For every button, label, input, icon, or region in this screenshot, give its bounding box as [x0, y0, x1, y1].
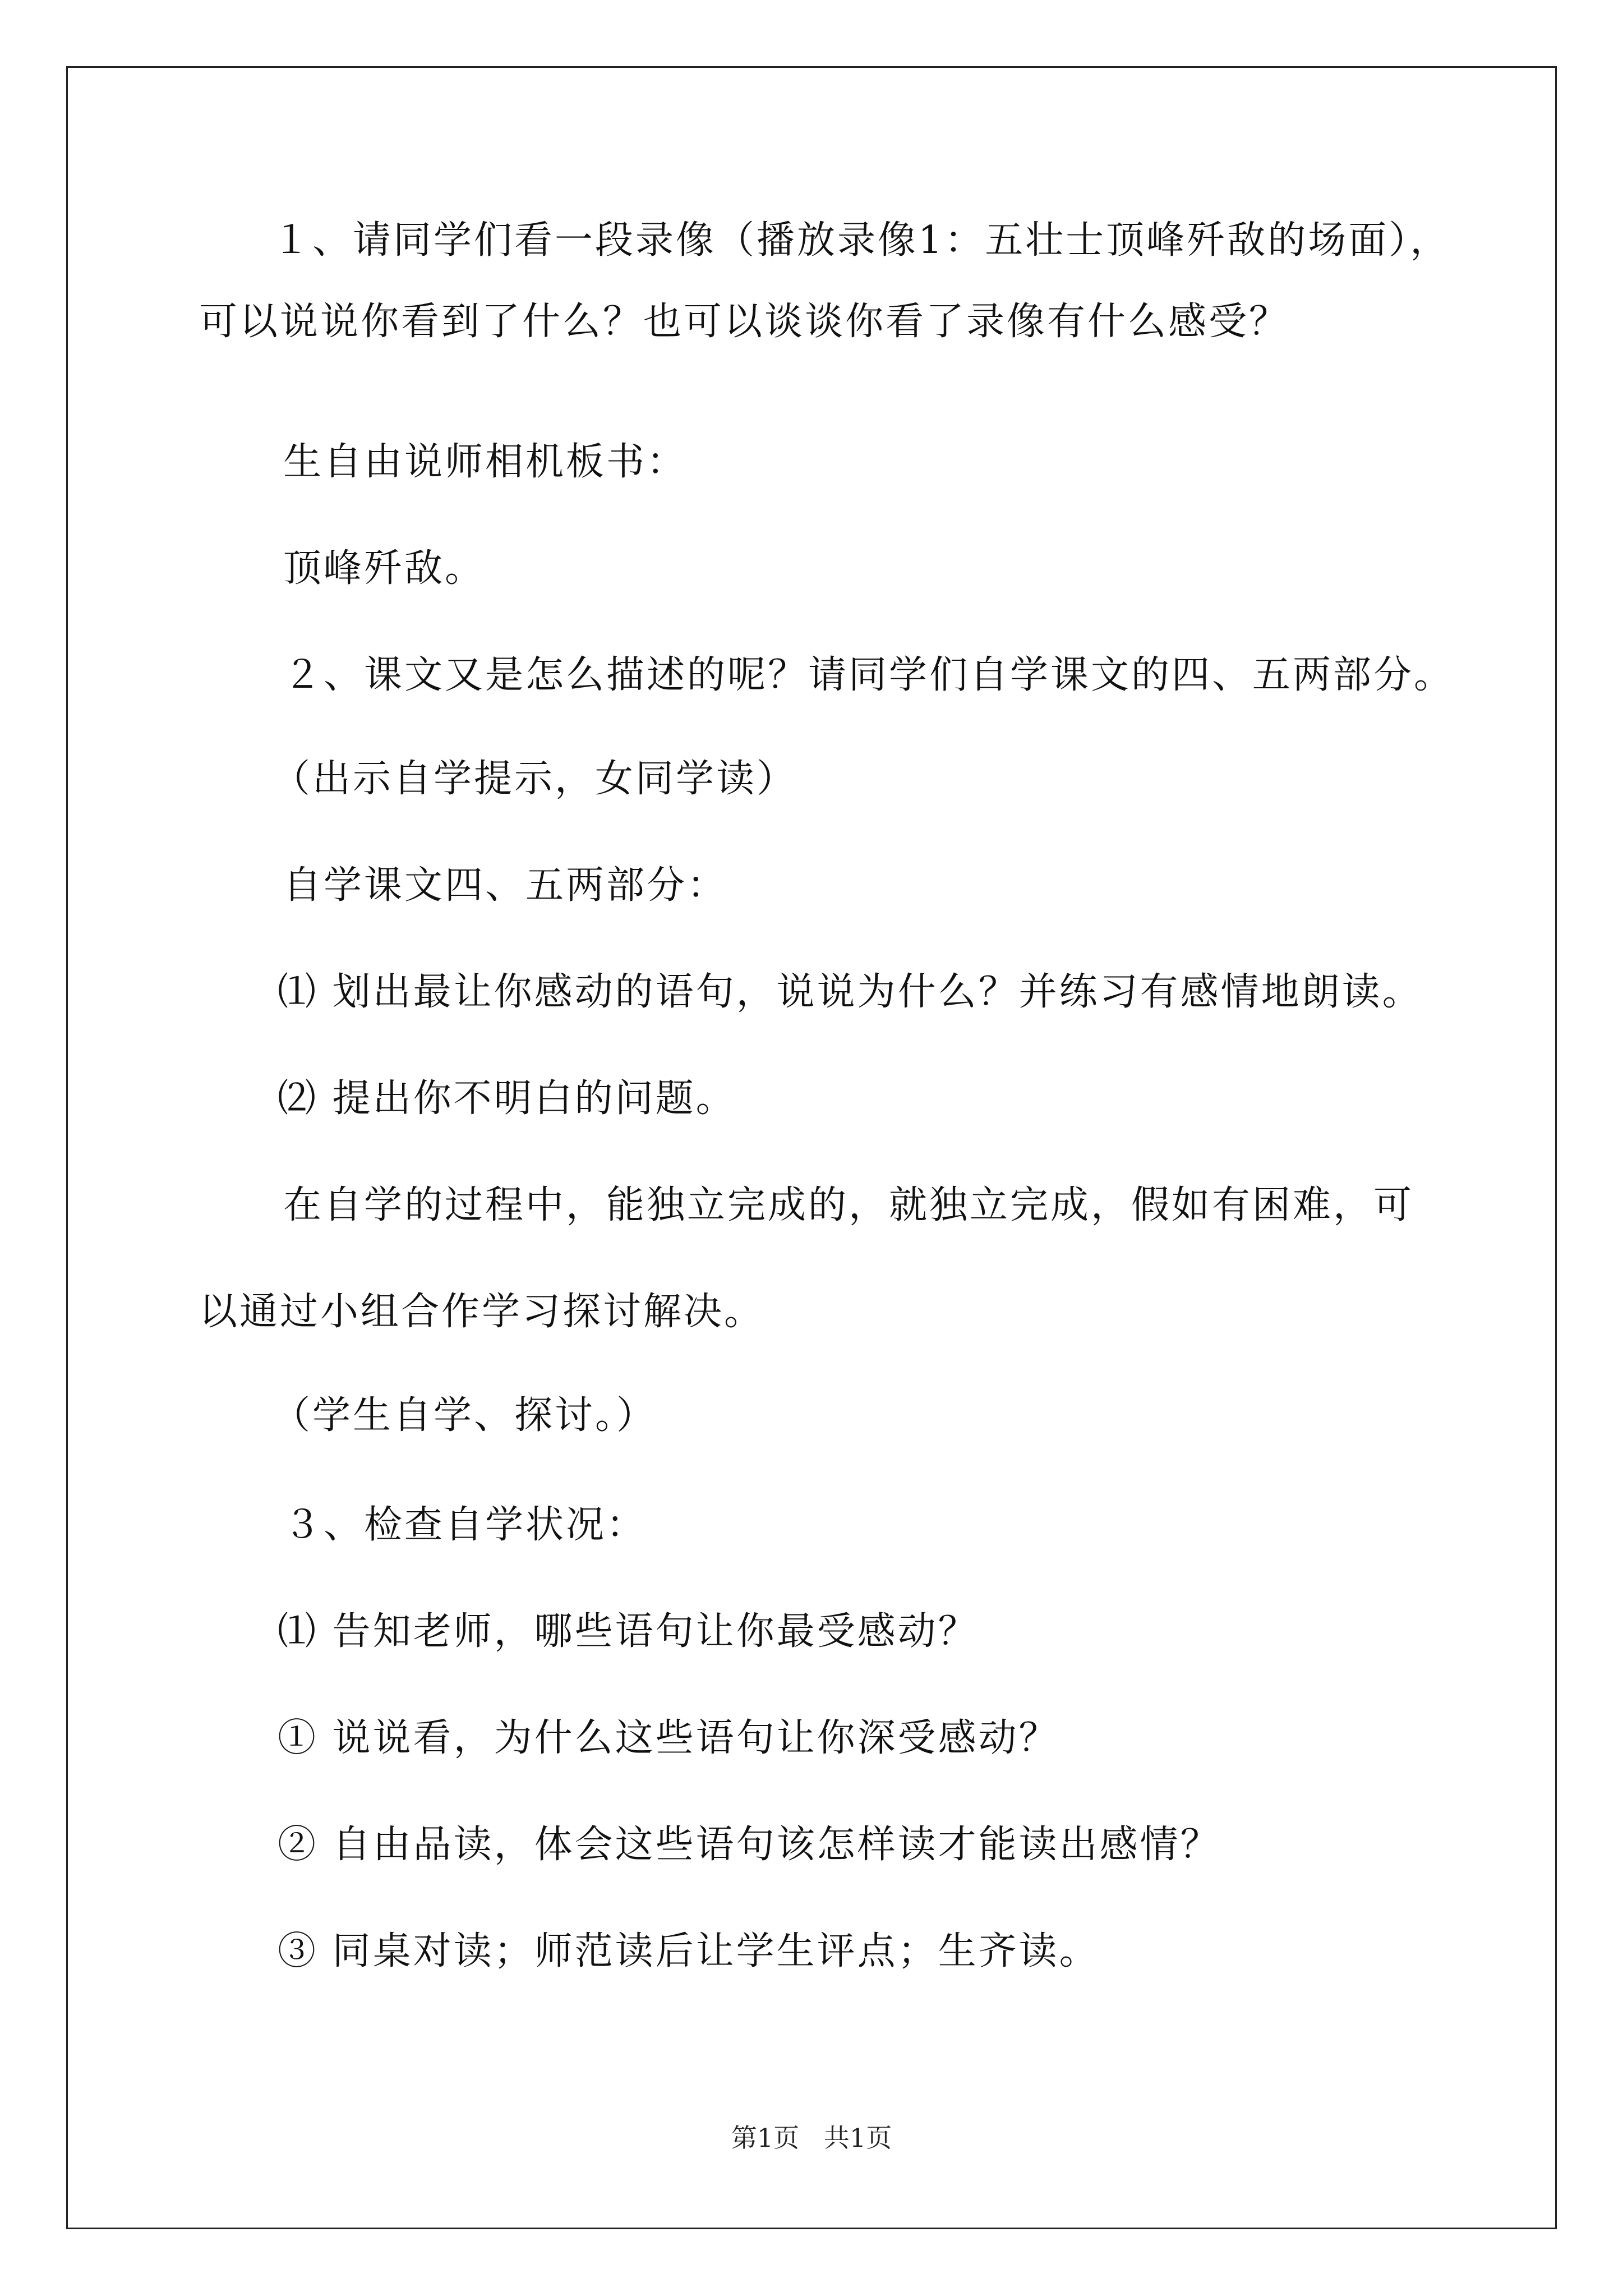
paragraph-line-16: ② 自由品读，体会这些语句该怎样读才能读出感情？ [278, 1823, 1221, 1867]
paragraph-line-1: １、请同学们看一段录像（播放录像1：五壮士顶峰歼敌的场面）， [272, 218, 1451, 263]
paragraph-line-6: （出示自学提示，女同学读） [272, 757, 797, 801]
paragraph-line-17: ③ 同桌对读；师范读后让学生评点；生齐读。 [278, 1929, 1100, 1973]
paragraph-line-11: 以通过小组合作学习探讨解决。 [199, 1290, 765, 1334]
paragraph-line-5: ２、课文又是怎么描述的呢？请同学们自学课文的四、五两部分。 [283, 653, 1455, 697]
page-border [66, 66, 1557, 2229]
page-number-footer: 第1页 共1页 [731, 2123, 892, 2153]
paragraph-line-12: （学生自学、探讨。） [272, 1393, 657, 1438]
paragraph-line-7: 自学课文四、五两部分： [283, 863, 728, 908]
paragraph-line-13: ３、检查自学状况： [283, 1503, 647, 1547]
paragraph-line-8: ⑴ 划出最让你感动的语句，说说为什么？并练习有感情地朗读。 [278, 970, 1423, 1014]
paragraph-line-2: 可以说说你看到了什么？也可以谈谈你看了录像有什么感受？ [199, 300, 1290, 344]
paragraph-line-14: ⑴ 告知老师，哪些语句让你最受感动？ [278, 1609, 979, 1654]
paragraph-line-9: ⑵ 提出你不明白的问题。 [278, 1076, 736, 1121]
paragraph-line-10: 在自学的过程中，能独立完成的，就独立完成，假如有困难，可 [283, 1183, 1414, 1227]
paragraph-line-4: 顶峰歼敌。 [283, 546, 486, 591]
paragraph-line-3: 生自由说师相机板书： [283, 440, 688, 484]
paragraph-line-15: ① 说说看，为什么这些语句让你深受感动？ [278, 1716, 1059, 1760]
